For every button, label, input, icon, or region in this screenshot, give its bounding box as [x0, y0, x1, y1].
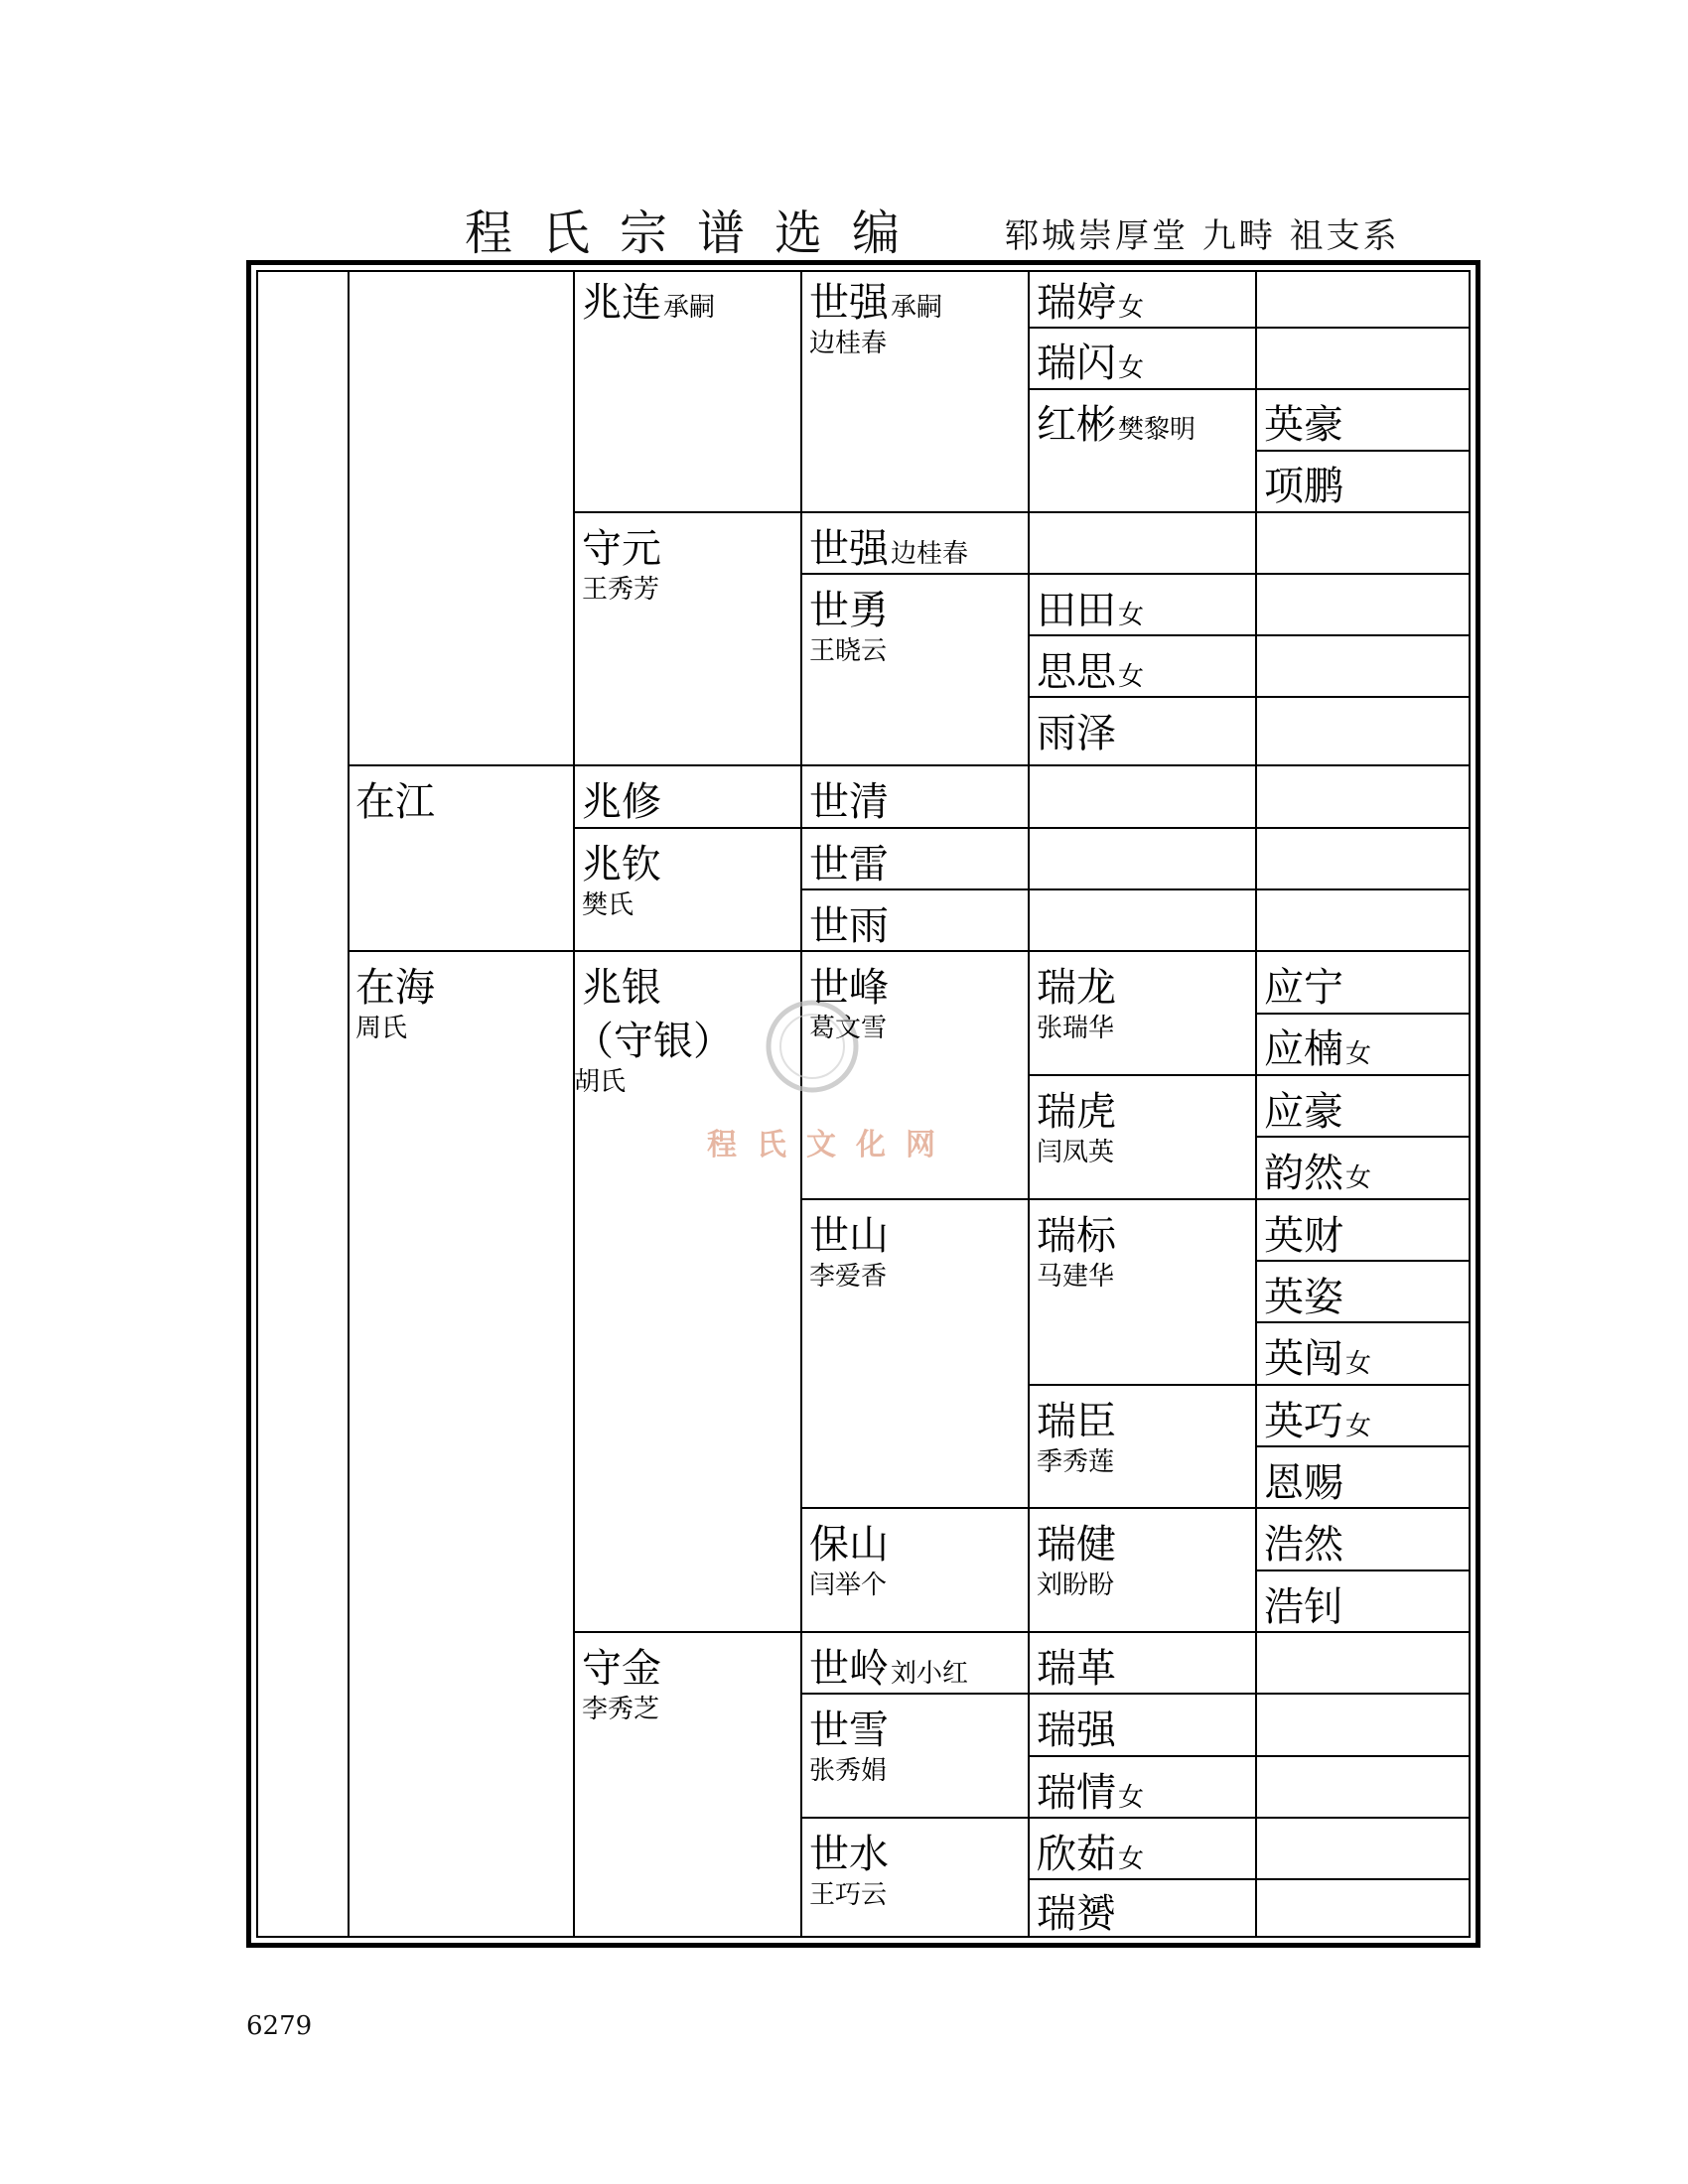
person-name: 瑞闪: [1037, 341, 1116, 386]
person-name: 瑞标: [1037, 1213, 1116, 1259]
person-entry: [809, 526, 968, 572]
person-note: 女: [1118, 662, 1145, 692]
row-divider: [1255, 1136, 1471, 1138]
person-entry: [1037, 1770, 1144, 1816]
person-entry: [1037, 1832, 1144, 1877]
spouse-name: 葛文雪: [809, 1014, 888, 1043]
person-entry: [1037, 711, 1116, 756]
row-divider: [1028, 1878, 1471, 1880]
spouse-name: 樊氏: [582, 890, 634, 920]
person-name: 世雷: [809, 842, 889, 887]
person-name: 瑞龙: [1037, 965, 1116, 1011]
person-entry: [582, 526, 661, 606]
row-divider: [800, 1817, 1471, 1819]
row-divider: [1255, 327, 1471, 329]
person-name: 红彬: [1037, 402, 1116, 448]
row-divider: [348, 950, 1471, 952]
person-entry: [809, 588, 889, 667]
person-name: 欣茹: [1037, 1832, 1116, 1877]
person-name: 兆银: [582, 965, 661, 1011]
person-name: 应宁: [1264, 965, 1343, 1011]
row-divider: [800, 1693, 1471, 1695]
person-note: 女: [1118, 1783, 1145, 1813]
person-entry: [355, 965, 435, 1044]
person-note: 女: [1345, 1163, 1372, 1193]
row-divider: [800, 1507, 1471, 1509]
person-entry: [1264, 1584, 1343, 1630]
person-entry: [582, 1646, 661, 1725]
person-name: 在海: [355, 965, 435, 1011]
person-name: 守金: [582, 1646, 661, 1692]
person-name: 英闯: [1264, 1336, 1343, 1382]
column-divider: [1255, 270, 1257, 1938]
person-entry: [809, 1832, 889, 1911]
person-entry: [1037, 588, 1144, 633]
person-entry: [1264, 1151, 1371, 1196]
row-divider: [1255, 1013, 1471, 1015]
person-entry: [1264, 1460, 1343, 1506]
person-name: 世强: [809, 280, 889, 326]
spouse-name: 张瑞华: [1037, 1014, 1115, 1043]
spouse-name: 闫凤英: [1037, 1138, 1115, 1167]
column-divider: [573, 270, 575, 1938]
person-entry: [1264, 1522, 1343, 1568]
row-divider: [1255, 1321, 1471, 1323]
spouse-name: 胡氏: [574, 1067, 627, 1097]
person-name: 保山: [809, 1522, 889, 1568]
person-note: 樊黎明: [1118, 415, 1196, 445]
row-divider: [1028, 1384, 1471, 1386]
person-entry: [1264, 1026, 1371, 1072]
person-entry: [809, 842, 889, 887]
person-entry: [574, 1019, 733, 1098]
person-entry: [582, 965, 661, 1011]
row-divider: [573, 827, 1471, 829]
row-divider: [1028, 634, 1471, 636]
spouse-name: 李爱香: [809, 1262, 888, 1292]
person-name: 瑞赟: [1037, 1891, 1116, 1937]
person-name: 浩钊: [1264, 1584, 1343, 1630]
person-entry: [582, 842, 661, 921]
person-entry: [809, 903, 889, 949]
spouse-name: 刘盼盼: [1037, 1570, 1115, 1600]
spouse-name: 边桂春: [809, 329, 888, 358]
row-divider: [800, 573, 1471, 575]
column-divider: [800, 270, 802, 1938]
person-note: 女: [1118, 1844, 1145, 1874]
person-name: 世强: [809, 526, 889, 572]
person-entry: [1264, 1213, 1343, 1259]
person-entry: [1264, 1399, 1371, 1444]
row-divider: [1255, 1570, 1471, 1571]
person-name: 世岭: [809, 1646, 889, 1692]
person-entry: [1037, 1213, 1116, 1293]
row-divider: [573, 1631, 1471, 1633]
person-name: 瑞臣: [1037, 1399, 1116, 1444]
person-entry: [1264, 965, 1343, 1011]
person-name: 瑞虎: [1037, 1089, 1116, 1135]
person-entry: [582, 280, 715, 326]
person-entry: [1037, 1646, 1116, 1692]
person-entry: [1037, 1399, 1116, 1478]
person-entry: [355, 779, 435, 825]
person-entry: [1037, 1522, 1116, 1601]
person-name: 守元: [582, 526, 661, 572]
person-note: 女: [1345, 1039, 1372, 1069]
person-name: 恩赐: [1264, 1460, 1343, 1506]
person-name: 瑞强: [1037, 1707, 1116, 1753]
spouse-name: 王秀芳: [582, 575, 660, 605]
person-entry: [1037, 649, 1144, 695]
person-entry: [809, 965, 889, 1044]
book-title: 程氏宗谱选编: [465, 205, 930, 261]
row-divider: [1028, 1074, 1471, 1076]
person-name: 瑞婷: [1037, 280, 1116, 326]
person-name: 兆钦: [582, 842, 661, 887]
person-entry: [1037, 965, 1116, 1044]
person-name: 英财: [1264, 1213, 1343, 1259]
person-entry: [809, 1707, 889, 1787]
row-divider: [573, 511, 1471, 513]
person-entry: [1264, 1089, 1343, 1135]
person-name: 世峰: [809, 965, 889, 1011]
person-name: 世山: [809, 1213, 889, 1259]
spouse-name: 马建华: [1037, 1262, 1115, 1292]
spouse-name: 王巧云: [809, 1880, 888, 1910]
person-name: 瑞情: [1037, 1770, 1116, 1816]
person-name: 英巧: [1264, 1399, 1343, 1444]
person-name: （守银）: [574, 1019, 733, 1064]
person-entry: [582, 779, 661, 825]
spouse-name: 李秀芝: [582, 1695, 660, 1724]
person-entry: [1264, 402, 1343, 448]
person-entry: [809, 1213, 889, 1293]
person-note: 女: [1118, 353, 1145, 383]
person-name: 世勇: [809, 588, 889, 633]
person-name: 兆修: [582, 779, 661, 825]
row-divider: [800, 888, 1471, 890]
row-divider: [800, 1198, 1471, 1200]
person-note: 女: [1345, 1412, 1372, 1441]
person-entry: [1037, 1707, 1116, 1753]
person-name: 项鹏: [1264, 464, 1343, 509]
person-name: 应豪: [1264, 1089, 1343, 1135]
person-name: 瑞革: [1037, 1646, 1116, 1692]
person-note: 女: [1118, 293, 1145, 323]
person-entry: [1264, 1336, 1371, 1382]
row-divider: [348, 764, 1471, 766]
person-name: 应楠: [1264, 1026, 1343, 1072]
person-name: 韵然: [1264, 1151, 1343, 1196]
person-note: 承嗣: [891, 293, 943, 323]
person-name: 世雨: [809, 903, 889, 949]
person-name: 浩然: [1264, 1522, 1343, 1568]
row-divider: [1255, 1445, 1471, 1447]
person-entry: [1037, 1891, 1116, 1937]
person-note: 刘小红: [891, 1659, 969, 1689]
person-name: 兆连: [582, 280, 661, 326]
person-entry: [809, 280, 942, 359]
person-entry: [1037, 402, 1196, 448]
row-divider: [1028, 327, 1255, 329]
spouse-name: 季秀莲: [1037, 1447, 1115, 1477]
lineage-subtitle: 郓城崇厚堂 九畤 祖支系: [1005, 216, 1400, 256]
spouse-name: 周氏: [355, 1014, 408, 1043]
person-entry: [1037, 1089, 1116, 1168]
row-divider: [1028, 388, 1471, 390]
person-entry: [809, 1522, 889, 1601]
column-divider: [348, 270, 350, 1938]
person-entry: [1037, 280, 1144, 326]
person-note: 承嗣: [663, 293, 716, 323]
person-entry: [1264, 1275, 1343, 1320]
person-name: 英豪: [1264, 402, 1343, 448]
person-entry: [1264, 464, 1343, 509]
row-divider: [1255, 1260, 1471, 1262]
person-entry: [809, 1646, 968, 1692]
person-name: 英姿: [1264, 1275, 1343, 1320]
spouse-name: 闫举个: [809, 1570, 888, 1600]
person-entry: [809, 779, 889, 825]
person-note: 女: [1118, 601, 1145, 630]
spouse-name: 张秀娟: [809, 1756, 888, 1786]
row-divider: [1028, 1755, 1471, 1757]
person-entry: [1037, 341, 1144, 386]
person-name: 世雪: [809, 1707, 889, 1753]
page-number: 6279: [246, 2011, 313, 2041]
row-divider: [1028, 696, 1471, 698]
watermark-text: 程氏文化网: [707, 1128, 955, 1162]
person-name: 瑞健: [1037, 1522, 1116, 1568]
spouse-name: 王晓云: [809, 636, 888, 666]
person-name: 世水: [809, 1832, 889, 1877]
person-name: 在江: [355, 779, 435, 825]
column-divider: [1028, 270, 1030, 1938]
row-divider: [1255, 450, 1471, 452]
person-note: 女: [1345, 1349, 1372, 1379]
person-name: 田田: [1037, 588, 1116, 633]
person-name: 雨泽: [1037, 711, 1116, 756]
person-name: 思思: [1037, 649, 1116, 695]
person-note: 边桂春: [891, 539, 969, 569]
person-name: 世清: [809, 779, 889, 825]
